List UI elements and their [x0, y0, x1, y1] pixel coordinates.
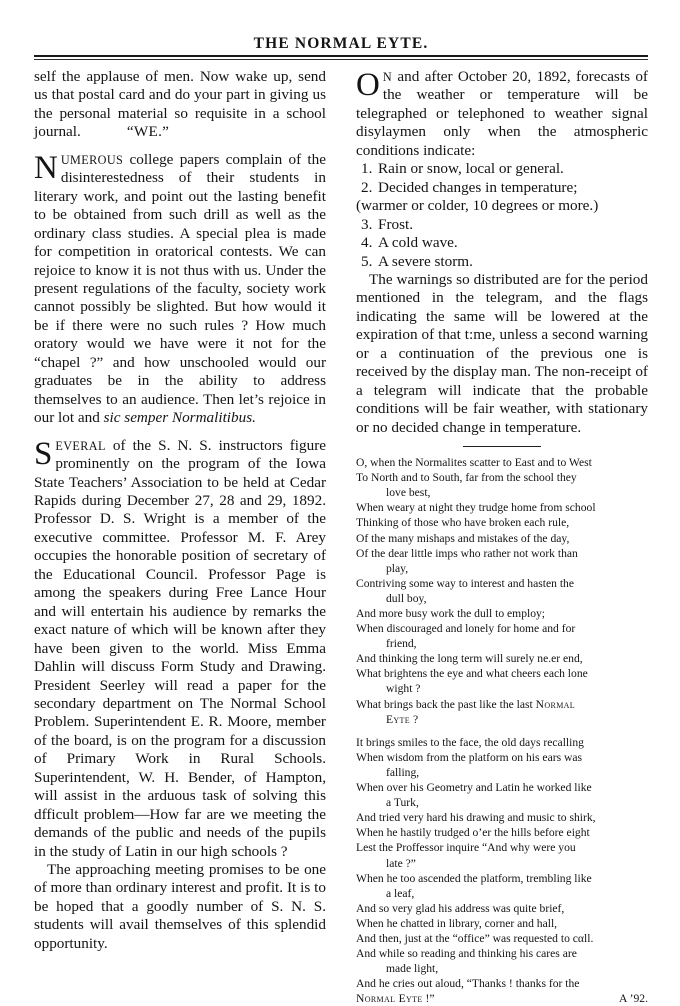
list-item: [356, 253, 648, 271]
continued-paragraph: [34, 68, 326, 142]
list-item-label: A severe storm.: [378, 252, 473, 270]
list-item: [356, 216, 648, 234]
poem-final-tail: !”: [422, 992, 435, 1006]
weather-conditions-list: [356, 160, 648, 271]
continued-paragraph-signature: “WE.”: [126, 123, 170, 141]
poem-line: When he chatted in library, corner and hall,: [356, 916, 558, 930]
poem-line: To North and to South, far from the school they: [356, 471, 577, 485]
poem-final-line-text: [356, 991, 435, 1006]
poem-line-continuation: falling,: [386, 765, 420, 779]
poem-line-continuation: play,: [386, 561, 409, 575]
dropcap-o: O: [356, 67, 380, 103]
list-item-label: (warmer or colder, 10 degrees or more.): [356, 197, 599, 215]
poem-line-normal-eyte: [356, 697, 648, 712]
article-several: [34, 437, 326, 861]
right-column: [356, 67, 648, 1006]
masthead-rule-thin: [34, 59, 648, 60]
poem-line-continuation: [356, 712, 648, 727]
poem-line: O, when the Normalites scatter to East and to West: [356, 456, 592, 470]
poem-line-continuation: a leaf,: [386, 886, 415, 900]
poem-line: When he too ascended the platform, trembling like: [356, 871, 592, 885]
poem-line: And he cries out aloud, “Thanks ! thanks for the: [356, 977, 580, 991]
poem-line: What brightens the eye and what cheers each lone: [356, 667, 588, 681]
list-item-number: 3.: [361, 215, 373, 233]
poem-line: And so very glad his address was quite brief,: [356, 901, 565, 915]
article-weather-text: and after October 20, 1892, forecasts of the weather or temperature will be telegraphed or telephoned to weather signal disylaymen only when the atmospheric conditions indicate:: [356, 68, 648, 159]
list-item-number: 4.: [361, 234, 373, 252]
poem-line: When wisdom from the platform on his ears was: [356, 750, 583, 764]
poem-line: And then, just at the “office” was requested to cαll.: [356, 931, 594, 945]
weather-closing-paragraph: The warnings so distributed are for the period mentioned in the telegram, and the flags indicating the same will be lowered at the expiration of that t:me, unless a second warning or a continuation of the previous one is received by the display man. The non-receipt of a telegram will indicate that the probable conditions will be fair weather, with stationary or no decided change in temperature.: [356, 270, 648, 436]
dropcap-s: S: [34, 435, 53, 472]
poem-line-tail: ?: [410, 712, 419, 726]
poem-line-text: What brings back the past like the last: [356, 697, 536, 711]
poem-line-continuation: made light,: [386, 962, 439, 976]
journal-name-smallcaps: Normal Eyte: [356, 992, 423, 1006]
continued-paragraph-text: self the applause of men. Now wake up, send us that postal card and do your part in giving us the personal material so requisite in a school journal.: [34, 68, 326, 141]
poem-line: And tried very hard his drawing and music to shirk,: [356, 811, 596, 825]
article-numerous-text: college papers complain of the disinterestedness of their students in literary work, and point out the lasting benefit to be obtained from such drill as well as the ordinary class studies. A special plea is made for competition in oratorical contests. We can rejoice to know it is not thus with us. Under the present regulations of the faculty, society work cannot possibly be slighted. But how would it be if there were no such rules ? How much oratory would we have were it not for the “chapel ?” and how unschooled would our graduates be in the ability to address themselves to an audience. Then let’s rejoice in our lot and: [34, 150, 326, 427]
list-item-label: A cold wave.: [378, 234, 458, 252]
poem-stanza-one: [356, 455, 648, 727]
two-column-body: [34, 67, 648, 1006]
masthead-double-rule: [34, 55, 648, 60]
list-item: [356, 179, 648, 197]
poem-line: And while so reading and thinking his cares are: [356, 947, 577, 961]
journal-name-smallcaps: Eyte: [386, 712, 411, 726]
poem-line: Of the many mishaps and mistakes of the day,: [356, 531, 570, 545]
list-item-label: Rain or snow, local or general.: [378, 160, 564, 178]
journal-name-smallcaps: Normal: [535, 697, 576, 711]
poem-line: And more busy work the dull to employ;: [356, 607, 546, 620]
list-item-label: Frost.: [378, 215, 414, 233]
poem-line-continuation: late ?”: [386, 856, 416, 870]
article-weather-lead: N: [382, 70, 393, 84]
list-item-number: 5.: [361, 252, 373, 270]
poem-stanza-two: [356, 735, 648, 1006]
article-several-text: of the S. N. S. instructors figure prominently on the program of the Iowa State Teachers’ Association to be held at Cedar Rapids during December 27, 28 and 29, 1892. Professor D. S. Wright is a member of the executive committee. Professor M. F. Arey occupies the honorable position of secretary of the Educational Council. Professor Page is among the speakers during Free Lance Hour and will entertain his audience by remarks the exact nature of which will be known after they have been given to the world. Miss Emma Dahlin will discuss Form Study and Drawing. President Seerley will read a paper for the secondary department on The Normal School Problem. Superintendent E. R. Moore, member of the board, is on the program for a discussion of Primary Work in Rural Schools. Superintendent, W. H. Bender, of Hampton, will assist in the arduous task of solving this dfficult problem—How far are we meeting the demands of the public and needs of the pupils in the study of Latin in our high schools ?: [34, 436, 326, 860]
article-numerous: [34, 151, 326, 428]
dropcap-n: N: [34, 149, 58, 186]
article-several-lead: EVERAL: [55, 438, 106, 453]
poem-line: Lest the Proffessor inquire “And why were you: [356, 841, 576, 855]
poem-line: When over his Geometry and Latin he worked like: [356, 781, 592, 795]
poem-line: Of the dear little imps who rather not work than: [356, 546, 578, 560]
left-column: [34, 68, 326, 988]
poem-line-continuation: wight ?: [386, 682, 421, 696]
masthead-rule-thick: [34, 55, 648, 57]
poem-line-continuation: dull boy,: [386, 591, 427, 605]
poem-line: When weary at night they trudge home from school: [356, 501, 596, 515]
list-item: [356, 160, 648, 178]
section-divider-rule: [463, 446, 541, 447]
poem-line-continuation: friend,: [386, 637, 417, 651]
article-numerous-italic: sic semper Normalitibus.: [103, 409, 256, 427]
list-item-parenthetical: [356, 197, 648, 215]
poem-line: When he hastily trudged o’er the hills before eight: [356, 826, 590, 840]
poem-line: Contriving some way to interest and hasten the: [356, 576, 574, 590]
article-weather: [356, 68, 648, 160]
poem: [356, 455, 648, 1006]
poem-line-continuation: a Turk,: [386, 796, 419, 810]
list-item-number: 2.: [361, 178, 373, 196]
poem-line: And thinking the long term will surely ne.er end,: [356, 652, 583, 666]
poem-stanza-break: [356, 727, 648, 735]
poem-line: When discouraged and lonely for home and for: [356, 622, 576, 636]
list-item-number: 1.: [361, 160, 373, 178]
list-item-label: Decided changes in temperature;: [378, 178, 578, 196]
poem-line-continuation: love best,: [386, 486, 431, 500]
poem-line: Thinking of those who have broken each rule,: [356, 516, 570, 530]
poem-final-line: [356, 991, 648, 1006]
poem-signature: A ’92.: [619, 992, 648, 1006]
article-numerous-lead: UMEROUS: [60, 152, 124, 167]
masthead: [34, 36, 648, 52]
closing-paragraph: The approaching meeting promises to be one of more than ordinary interest and profit. It is to be hoped that a goodly number of S. N. S. students will avail themselves of this splendid opportunity.: [34, 861, 326, 952]
list-item: [356, 234, 648, 252]
page-title: THE NORMAL EYTE.: [253, 35, 429, 52]
poem-line: It brings smiles to the face, the old days recalling: [356, 735, 584, 749]
